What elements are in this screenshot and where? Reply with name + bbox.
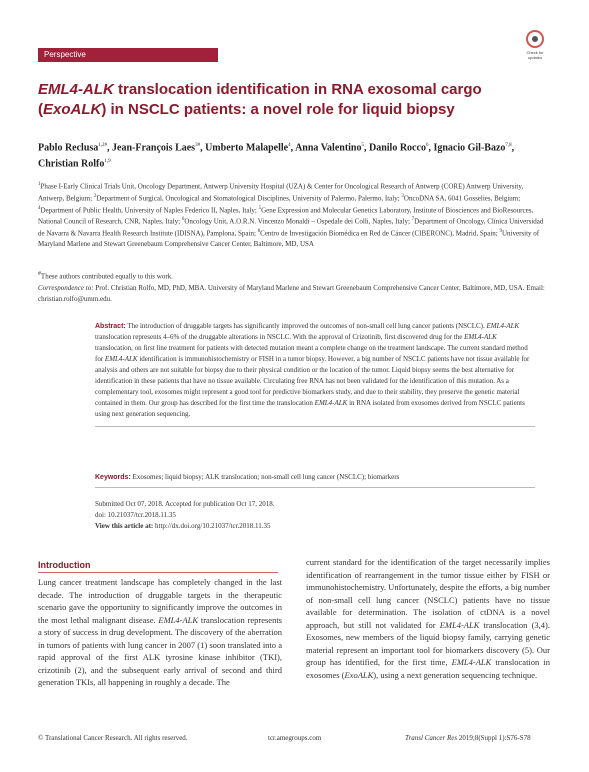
correspondence-label: Correspondence to: — [38, 284, 94, 292]
author-separator: , — [107, 142, 113, 154]
intro-text: ExoALK — [344, 669, 374, 680]
intro-text: EML4-ALK — [158, 614, 199, 625]
keywords-text: Exosomes; liquid biopsy; ALK translocation; non-small cell lung cancer (NSCLC); biomarkers — [130, 473, 400, 481]
footer-copyright: © Translational Cancer Research. All rights reserved. — [38, 734, 188, 742]
submitted-line: Submitted Oct 07, 2018. Accepted for publication Oct 17, 2018. — [95, 500, 275, 508]
abstract-text: translocation represents 4–6% of the druggable alterations in NSCLC. With the approval of Crizotinib, first discovered drug for the — [95, 333, 465, 341]
abstract-text: EML4-ALK — [464, 333, 497, 341]
view-label: View this article at: — [95, 522, 154, 530]
abstract-label: Abstract: — [95, 323, 126, 330]
author-affiliation-mark: 4 — [288, 143, 291, 148]
affiliation-number: 7 — [411, 217, 415, 223]
check-for-updates-badge[interactable] — [519, 30, 551, 64]
badge-text: Check for updates — [526, 50, 544, 60]
affiliation-text: Department of Oncology, Clínica Universidad de Navarra & Navarra Health Research Institute (IDISNA), Pamplona, Spain; — [38, 217, 544, 238]
affiliation-number: 2 — [93, 193, 97, 199]
affiliation-text: Phase I-Early Clinical Trials Unit, Oncology Department, Antwerp University Hospital (UZA) & Center for Oncological Research of Antwerp (CORE) Antwerp University, Antwerp, Belgium; — [38, 182, 524, 203]
abstract-text: EML4-ALK — [104, 355, 138, 363]
abstract-text: The introduction of druggable targets has significantly improved the outcomes of non-small cell lung cancer patients (NSCLC). — [125, 322, 487, 330]
affiliation-number: 3 — [401, 193, 404, 199]
footer-citation — [405, 734, 531, 742]
author-affiliation-mark: 5 — [361, 143, 364, 148]
abstract-text: translocation, on first line treatment for patients with detected mutation meant a complete change on the treatment landscape. The current standard method for — [95, 344, 528, 363]
affiliation-number: 4 — [38, 205, 41, 211]
intro-text: translocation represents a story of success in drug development. The discovery of the aberration in tumors of patients with lung cancer in 2007 (1) soon translated into a rapid approval of the first ALK tyrosine kinase inhibitor (TKI), crizotinib (2), and the subsequent early arrival of second and third generation TKIs, all happening in roughly a decade. The — [38, 614, 282, 687]
keywords — [95, 473, 535, 481]
title-exoalk: ExoALK — [43, 101, 102, 118]
affiliation-number: 8 — [257, 229, 261, 235]
footer-journal: Transl Cancer Res — [405, 734, 458, 742]
crossmark-icon — [526, 30, 544, 48]
affiliation-text: Department of Public Health, University of Naples Federico II, Naples, Italy; — [40, 205, 259, 214]
affiliations — [38, 180, 550, 250]
intro-text: EML4-ALK — [439, 619, 480, 630]
intro-column-right — [306, 556, 550, 681]
affiliation-number: 6 — [181, 217, 185, 223]
author-name: Christian Rolfo — [38, 158, 105, 170]
title-text-end: ) in NSCLC patients: a novel role for liquid biopsy — [101, 101, 455, 118]
affiliation-number: 5 — [258, 205, 262, 211]
intro-text: translocation in exosomes ( — [306, 657, 550, 680]
abstract-text: EML4-ALK — [486, 322, 520, 330]
affiliation-text: Gene Expression and Molecular Genetics Laboratory, Institute of Biosciences and BioResources, National Council of Research, CNR, Naples, Italy; — [38, 205, 534, 226]
author-list — [38, 139, 548, 172]
doi-line[interactable]: doi: 10.21037/tcr.2018.11.35 — [95, 511, 176, 519]
abstract-text: in RNA isolated from exosomes derived from NSCLC patients using next generation sequencing. — [95, 399, 525, 418]
affiliation-text: Centro de Investigación Biomédica en Red de Cáncer (CIBERONC), Madrid, Spain; — [260, 229, 500, 238]
section-tag: Perspective — [38, 48, 218, 62]
author-affiliation-mark: 1,2# — [98, 143, 108, 148]
abstract-text: identification is immunohistochemistry or FISH in a tumor biopsy. However, a big number of NSCLC patients have not tissue available for analysis and others are not suitable for biopsy due to their physical condition or the location of the tumor. Liquid biopsy seems the best alternative for identification in these patients that have no tissue available. Circulating free RNA has not been validated for the identification of this mutation. As a complementary tool, exosomes might represent a good tool for predictive biomarkers study, and due to their stability, they preserve the genetic material contained in them. Our group has described for the first time the translocation — [95, 355, 530, 407]
author-name: Anna Valentino — [295, 142, 362, 154]
note-text: These authors contributed equally to this work. — [40, 272, 173, 281]
keywords-label: Keywords: — [95, 474, 131, 481]
author-separator: , — [511, 142, 515, 154]
author-separator: , — [428, 142, 434, 154]
section-heading-divider — [38, 572, 278, 573]
intro-text: ), using a next generation sequencing technique. — [373, 669, 538, 680]
view-url[interactable]: http://dx.doi.org/10.21037/tcr.2018.11.35 — [153, 522, 271, 530]
intro-text: EML4-ALK — [451, 657, 492, 667]
author-affiliation-mark: 3# — [195, 143, 201, 148]
author-name: Ignacio Gil-Bazo — [433, 142, 506, 154]
intro-text: current standard for the identification of the target necessarily implies identification of rearrangement in the tumor tissue either by FISH or immunohistochemistry. Unfortunately, despite the efforts, a big number of non-small cell lung cancer (NSCLC) patients have no tissue available for determination. The isolation of ctDNA is a novel approach, but still not validated for — [306, 557, 550, 630]
affiliation-text: Oncology Unit, A.O.R.N. Vincenzo Monaldi – Ospedale dei Colli, Naples, Italy; — [184, 217, 412, 226]
author-affiliation-mark: 1,9 — [104, 159, 111, 165]
title-gene: EML4-ALK — [38, 81, 114, 98]
section-heading-introduction: Introduction — [38, 560, 91, 570]
article-dates — [95, 499, 535, 532]
affiliation-text: OncoDNA SA, 6041 Gosselies, Belgium; — [403, 194, 521, 203]
abstract-body — [95, 322, 529, 418]
author-affiliation-mark: 7,8 — [505, 143, 512, 148]
author-separator: , — [290, 142, 296, 154]
author-separator: , — [200, 142, 206, 154]
abstract — [95, 321, 535, 427]
article-title — [38, 80, 538, 120]
correspondence — [38, 283, 550, 304]
affiliation-number: 9 — [499, 229, 502, 235]
abstract-text: EML4-ALK — [314, 399, 348, 407]
view-article-line[interactable] — [95, 521, 535, 532]
affiliation-text: Department of Surgical, Oncological and Stomatological Disciplines, University of Palermo, Palermo, Italy; — [96, 194, 402, 203]
keywords-divider — [95, 487, 535, 488]
correspondence-text: Prof. Christian Rolfo, MD, PhD, MBA. University of Maryland Marlene and Stewart Greenebaum Comprehensive Cancer Center, Baltimore, MD, USA. Email: christian.rolfo@umm.edu. — [38, 284, 545, 303]
intro-text: translocation (3,4). Exosomes, new members of the liquid biopsy family, carrying genetic material represent an important tool for biomarkers discovery (5). Our group has identified, for the first time, — [306, 619, 550, 667]
title-text: translocation identification in RNA exosomal cargo ( — [38, 81, 482, 118]
footer-volume: 2019;8(Suppl 1):S76-S78 — [457, 734, 531, 742]
author-name: Danilo Rocco — [369, 142, 426, 154]
footer-website[interactable]: tcr.amegroups.com — [268, 734, 322, 742]
author-name: Jean-François Laes — [112, 142, 196, 154]
author-name: Umberto Malapelle — [205, 142, 289, 154]
intro-text: Lung cancer treatment landscape has completely changed in the last decade. The introduction of druggable targets in the therapeutic scenario gave the opportunity to significantly improve the outcomes in the most lethal malignant disease. — [38, 577, 282, 625]
affiliation-text: University of Maryland Marlene and Stewart Greenebaum Comprehensive Cancer Center, Baltimore, MD, USA — [38, 229, 540, 249]
equal-contribution-note — [38, 271, 173, 280]
affiliation-number: 1 — [38, 182, 41, 187]
note-mark: # — [38, 271, 41, 277]
author-separator: , — [364, 142, 369, 154]
author-name: Pablo Reclusa — [38, 142, 99, 154]
intro-column-left — [38, 576, 282, 689]
author-affiliation-mark: 6 — [425, 143, 429, 148]
